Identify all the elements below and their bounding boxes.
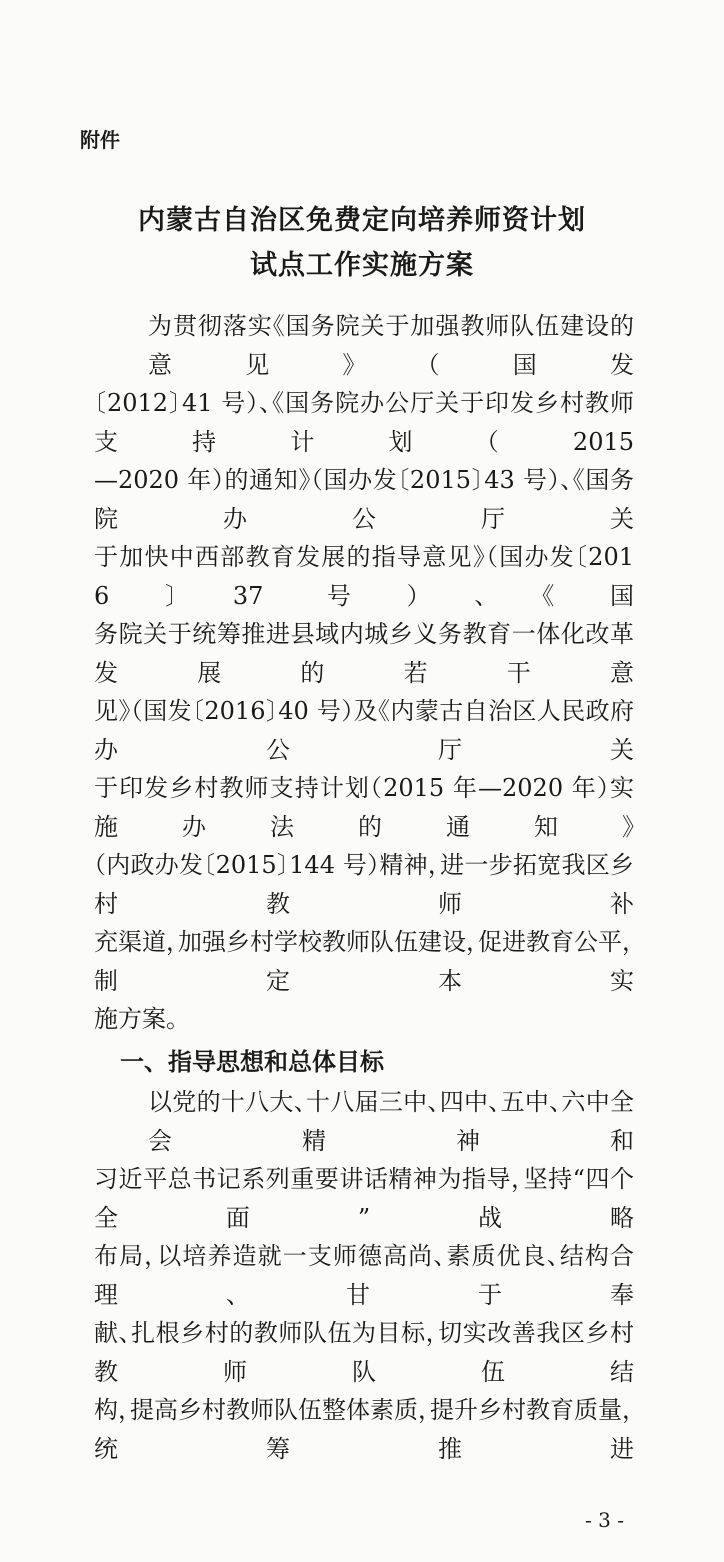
text-line: 献、扎根乡村的教师队伍为目标，切实改善我区乡村教师队伍结 xyxy=(94,1319,634,1386)
section-1-paragraph xyxy=(94,1083,634,1468)
text-line: 施方案。 xyxy=(94,1005,178,1033)
text-line: 布局，以培养造就一支师德高尚、素质优良、结构合理、甘于奉 xyxy=(94,1242,634,1309)
text-line: —2020 年）的通知》（国办发〔2015〕43 号）、《国务院办公厅关 xyxy=(94,466,634,533)
text-line: 于印发乡村教师支持计划（2015 年—2020 年）实施办法的通知》 xyxy=(94,774,634,841)
page-number: - 3 - xyxy=(585,1508,624,1532)
document-title-line-1: 内蒙古自治区免费定向培养师资计划 xyxy=(138,205,586,236)
text-line: 见》（国发〔2016〕40 号）及《内蒙古自治区人民政府办公厅关 xyxy=(94,697,634,764)
intro-paragraph xyxy=(94,307,634,1039)
text-line: 为贯彻落实《国务院关于加强教师队伍建设的意见》（国发 xyxy=(148,312,634,379)
text-line: 充渠道，加强乡村学校教师队伍建设，促进教育公平，制定本实 xyxy=(94,928,634,995)
text-line: 构，提高乡村教师队伍整体素质，提升乡村教育质量，统筹推进 xyxy=(94,1396,634,1463)
text-line: 〔2012〕41 号）、《国务院办公厅关于印发乡村教师支持计划（2015 xyxy=(94,389,634,456)
text-line: 以党的十八大、十八届三中、四中、五中、六中全会精神和 xyxy=(148,1088,634,1155)
text-line: 于加快中西部教育发展的指导意见》（国办发〔2016〕37 号）、《国 xyxy=(94,543,634,610)
document-body xyxy=(94,307,634,1562)
document-title-line-2: 试点工作实施方案 xyxy=(250,250,474,281)
section-heading: 一、指导思想和总体目标 xyxy=(120,1046,384,1076)
attachment-label: 附件 xyxy=(80,128,120,152)
text-line: 习近平总书记系列重要讲话精神为指导，坚持“四个全面”战略 xyxy=(94,1165,634,1232)
text-line: （内政办发〔2015〕144 号）精神，进一步拓宽我区乡村教师补 xyxy=(94,851,634,918)
text-line: 务院关于统筹推进县域内城乡义务教育一体化改革发展的若干意 xyxy=(94,620,634,687)
